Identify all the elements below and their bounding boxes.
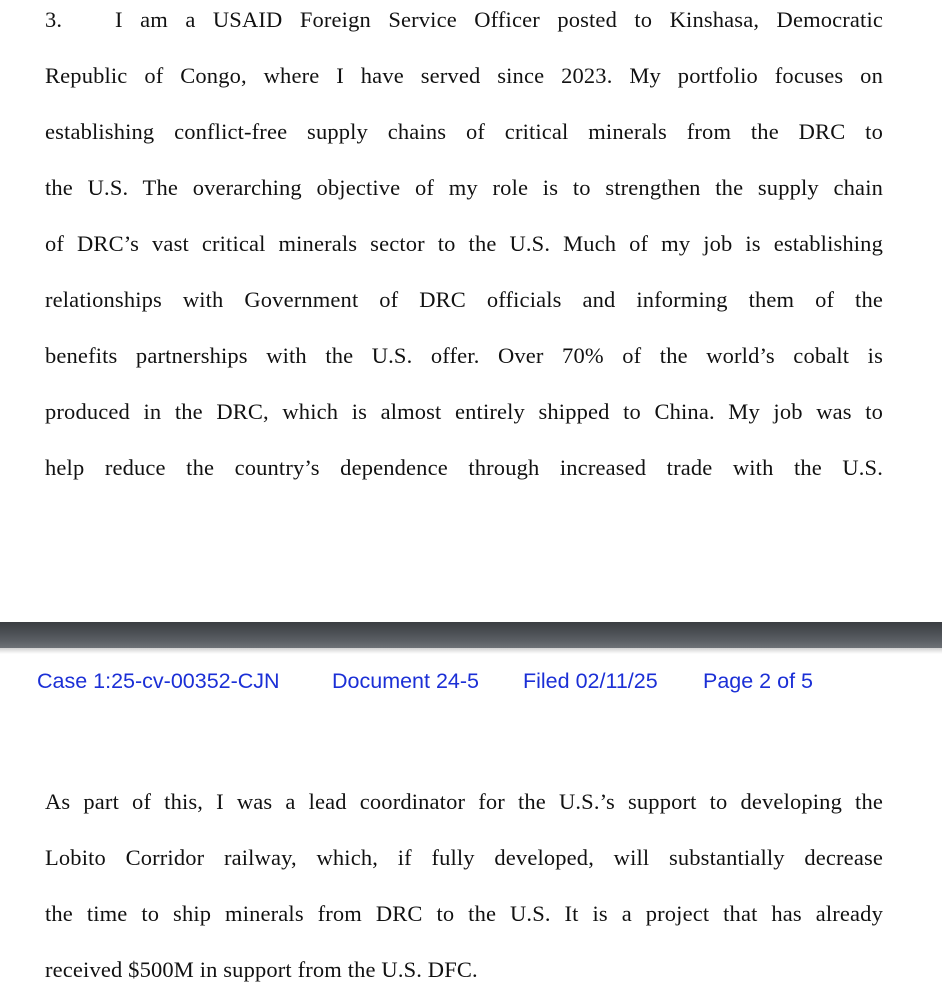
paragraph-3-line-8: produced in the DRC, which is almost entirely shipped to China. My job was to — [45, 399, 883, 424]
paragraph-3-line-9: help reduce the country’s dependence through increased trade with the U.S. — [45, 455, 883, 480]
paragraph-3-line-3: establishing conflict-free supply chains of critical minerals from the DRC to — [45, 119, 883, 144]
page-divider — [0, 622, 942, 648]
paragraph-3-line-5: of DRC’s vast critical minerals sector to the U.S. Much of my job is establishing — [45, 231, 883, 256]
continuation-line-4: received $500M in support from the U.S. DFC. — [45, 957, 478, 982]
document-number: Document 24-5 — [332, 669, 479, 693]
paragraph-3-line-7: benefits partnerships with the U.S. offer. Over 70% of the world’s cobalt is — [45, 343, 883, 368]
filed-date: Filed 02/11/25 — [523, 669, 658, 693]
paragraph-3-line-6: relationships with Government of DRC officials and informing them of the — [45, 287, 883, 312]
case-number: Case 1:25-cv-00352-CJN — [37, 669, 280, 693]
paragraph-3-line-1 — [45, 5, 883, 35]
continuation-line-2: Lobito Corridor railway, which, if fully developed, will substantially decrease — [45, 845, 883, 870]
page-divider-shadow — [0, 648, 942, 654]
paragraph-text: I am a USAID Foreign Service Officer posted to Kinshasa, Democratic — [115, 7, 883, 32]
continuation-line-3: the time to ship minerals from DRC to the U.S. It is a project that has already — [45, 901, 883, 926]
paragraph-number: 3. — [45, 7, 63, 32]
page-indicator: Page 2 of 5 — [703, 669, 813, 693]
continuation-line-1: As part of this, I was a lead coordinator for the U.S.’s support to developing the — [45, 789, 883, 814]
case-header — [0, 666, 942, 696]
paragraph-3-line-4: the U.S. The overarching objective of my role is to strengthen the supply chain — [45, 175, 883, 200]
paragraph-3-line-2: Republic of Congo, where I have served since 2023. My portfolio focuses on — [45, 63, 883, 88]
